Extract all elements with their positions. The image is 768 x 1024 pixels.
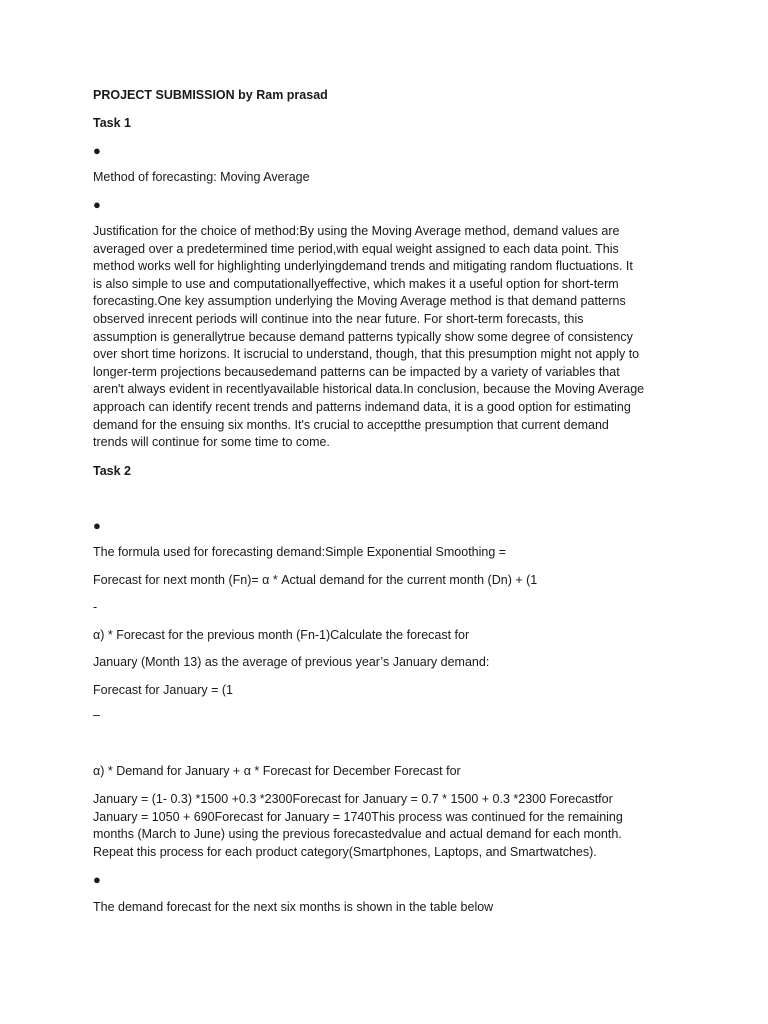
justification-line: aren't always evident in recentlyavailable historical data.In conclusion, because the Moving Average <box>93 382 645 397</box>
dash-line: - <box>93 600 98 614</box>
justification-line: approach can identify recent trends and patterns indemand data, it is a good option for estimating <box>93 399 631 414</box>
forecast-next-month-line: Forecast for next month (Fn)= α * Actual demand for the current month (Dn) + (1 <box>93 573 538 587</box>
bullet-icon: ● <box>93 197 101 212</box>
method-line: Method of forecasting: Moving Average <box>93 170 310 184</box>
bullet-icon: ● <box>93 143 101 158</box>
justification-line: trends will continue for some time to come. <box>93 435 330 450</box>
document-title: PROJECT SUBMISSION by Ram prasad <box>93 88 328 102</box>
alpha-line: α) * Demand for January + α * Forecast for December Forecast for <box>93 764 461 778</box>
calculation-line: months (March to June) using the previous forecastedvalue and actual demand for each month. <box>93 827 622 842</box>
table-intro-line: The demand forecast for the next six months is shown in the table below <box>93 900 494 914</box>
task2-heading: Task 2 <box>93 464 131 478</box>
dash-line: – <box>93 708 100 722</box>
forecast-january-line: Forecast for January = (1 <box>93 683 233 697</box>
calculation-line: January = (1- 0.3) *1500 +0.3 *2300Forecast for January = 0.7 * 1500 + 0.3 *2300 Forecastfor <box>93 792 613 806</box>
bullet-icon: ● <box>93 518 101 533</box>
justification-line: observed inrecent periods will continue into the near future. For short-term forecasts, this <box>93 311 584 326</box>
formula-line: The formula used for forecasting demand:Simple Exponential Smoothing = <box>93 545 507 559</box>
alpha-line: α) * Forecast for the previous month (Fn-1)Calculate the forecast for <box>93 628 470 642</box>
justification-line: Justification for the choice of method:By using the Moving Average method, demand values are <box>93 224 620 238</box>
justification-line: is also simple to use and computationallyeffective, which makes it a useful option for short-term <box>93 276 619 291</box>
calculation-line: Repeat this process for each product category(Smartphones, Laptops, and Smartwatches). <box>93 844 597 859</box>
justification-line: demand for the ensuing six months. It's crucial to acceptthe presumption that current demand <box>93 417 609 432</box>
justification-line: over short time horizons. It iscrucial to understand, though, that this presumption might not apply to <box>93 347 640 362</box>
justification-paragraph <box>93 223 693 452</box>
justification-line: method works well for highlighting underlyingdemand trends and mitigating random fluctuations. It <box>93 259 633 274</box>
justification-line: forecasting.One key assumption underlying the Moving Average method is that demand patterns <box>93 294 626 309</box>
calculation-paragraph <box>93 791 693 861</box>
task1-heading: Task 1 <box>93 116 131 130</box>
justification-line: averaged over a predetermined time period,with equal weight assigned to each data point. This <box>93 241 619 256</box>
justification-line: assumption is generallytrue because demand patterns typically show some degree of consistency <box>93 329 633 344</box>
justification-line: longer-term projections becausedemand patterns can be impacted by a variety of variables that <box>93 364 620 379</box>
bullet-icon: ● <box>93 872 101 887</box>
calculation-line: January = 1050 + 690Forecast for January = 1740This process was continued for the remaining <box>93 809 623 824</box>
january-average-line: January (Month 13) as the average of previous year’s January demand: <box>93 655 490 669</box>
